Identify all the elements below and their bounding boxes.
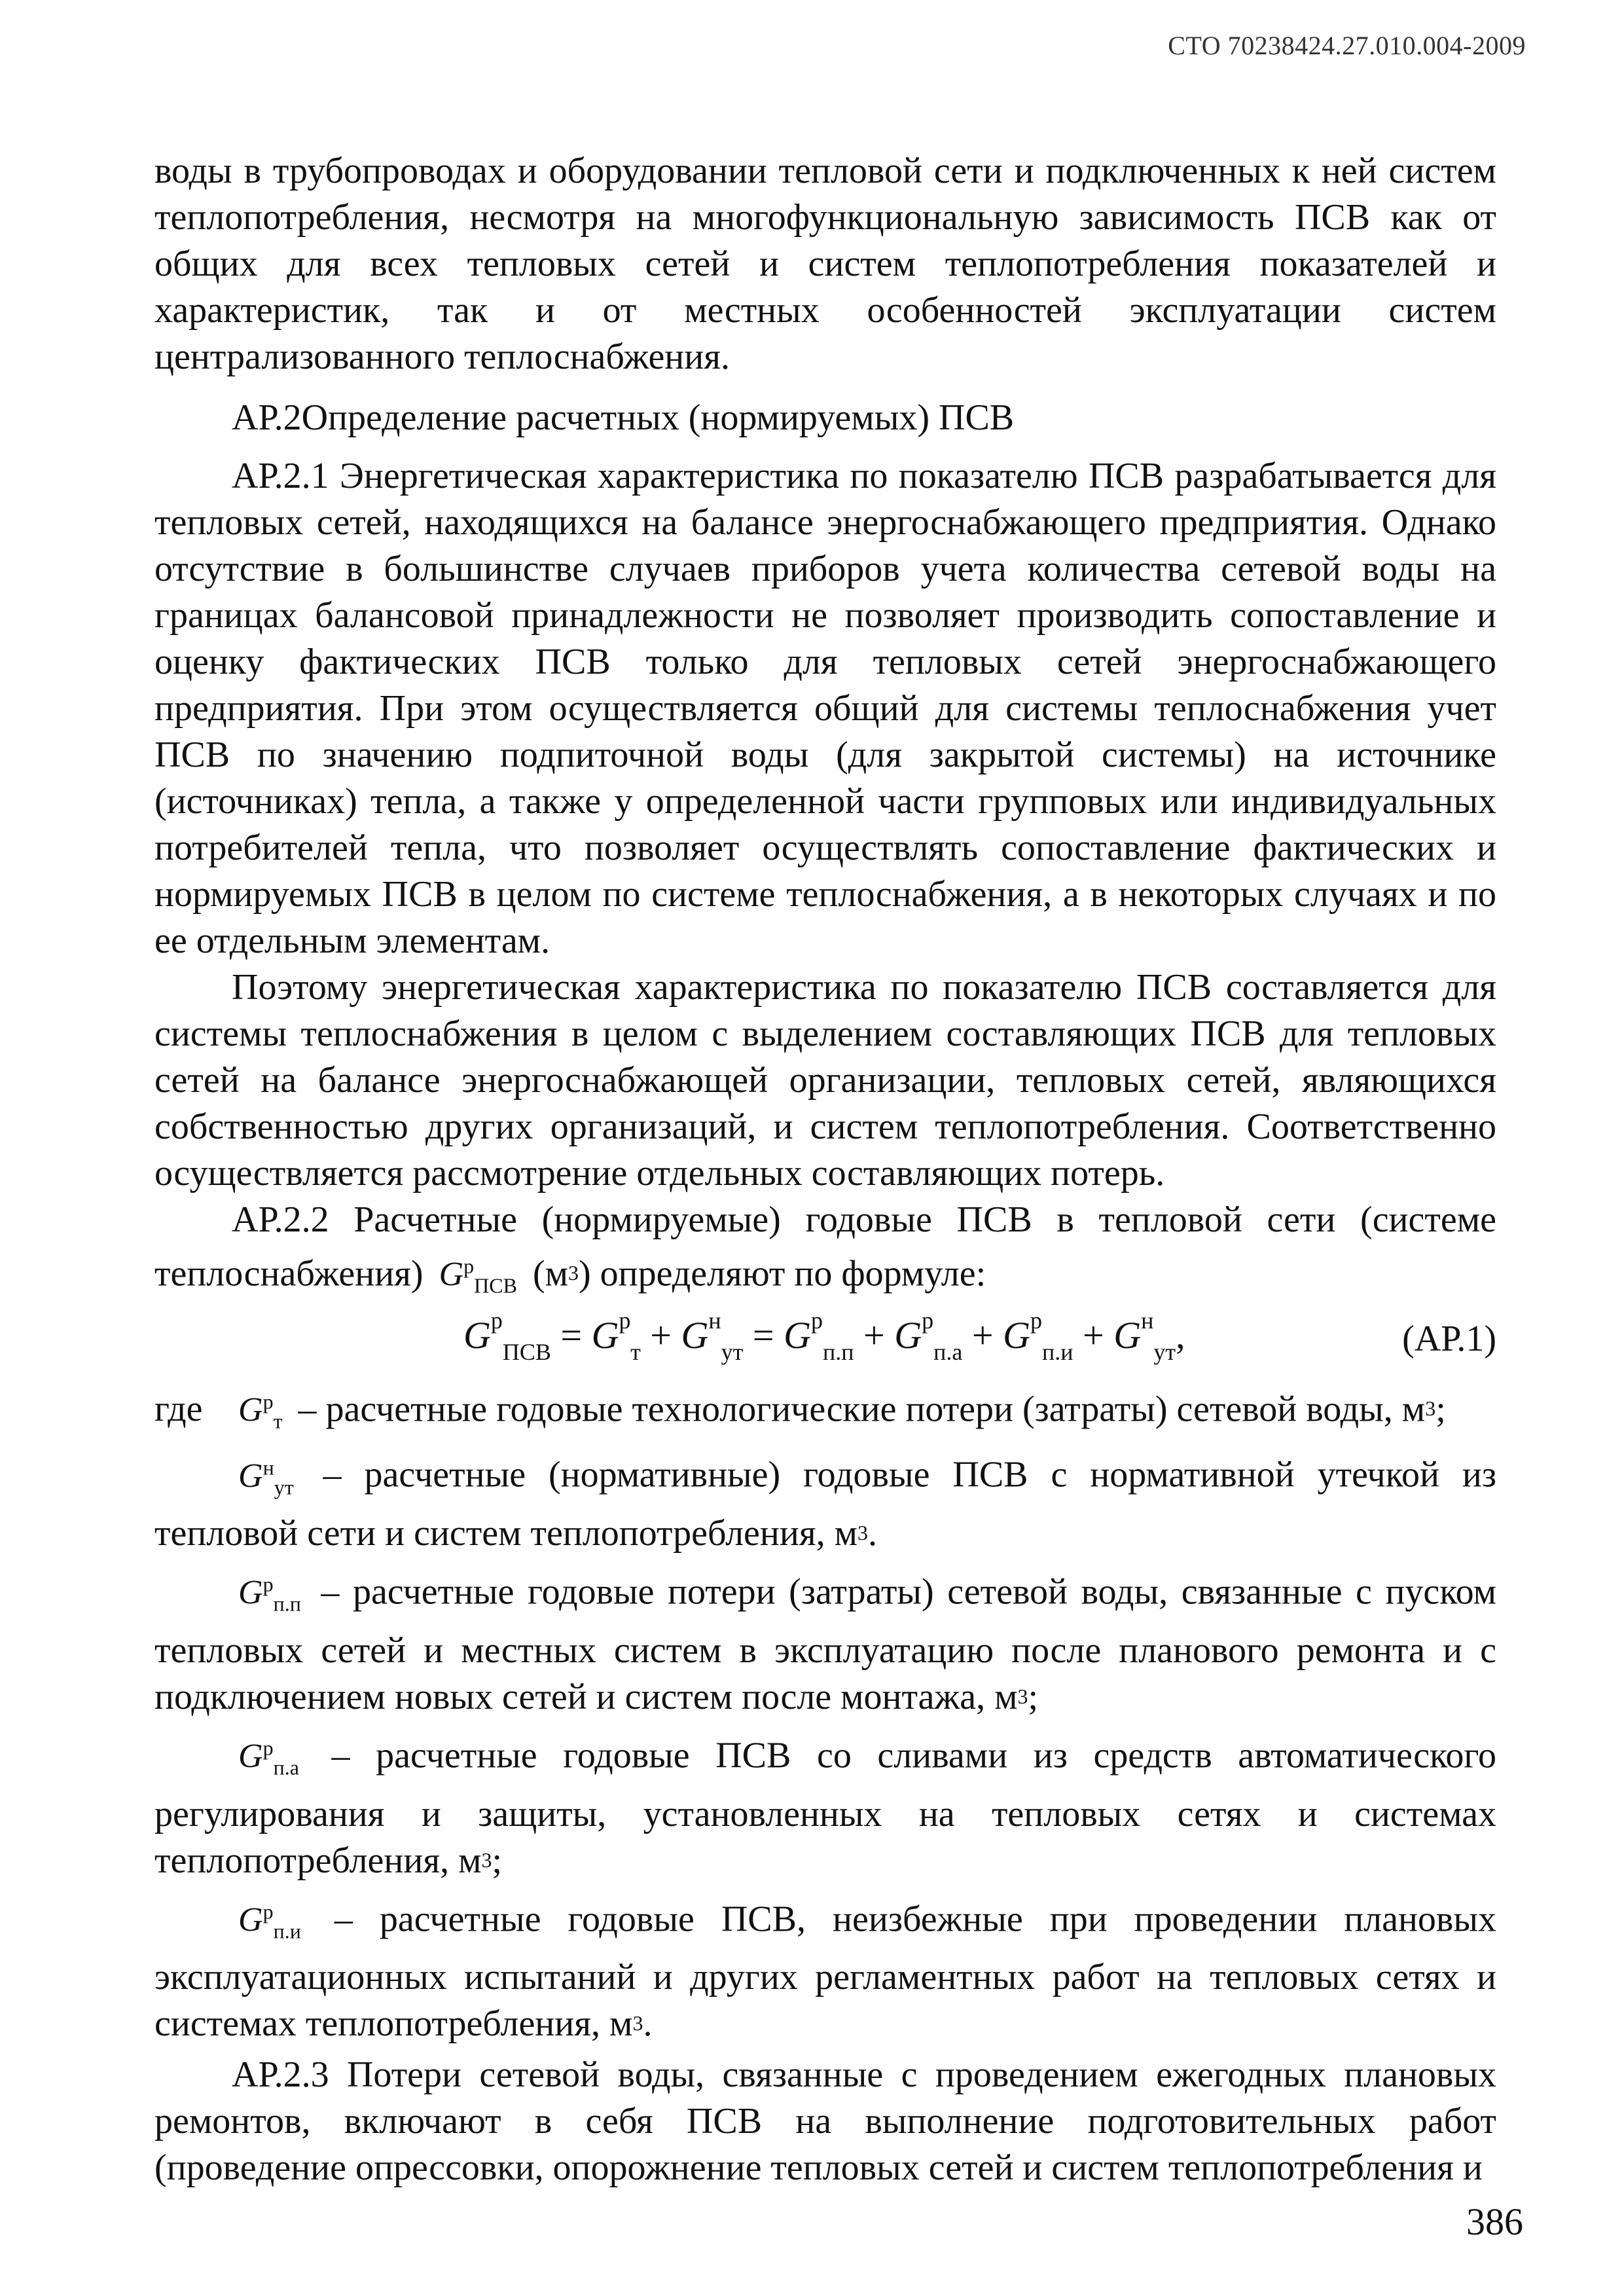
- formula-number: (АР.1): [1402, 1318, 1496, 1359]
- symbol-g-pp: $G^р_{п.п}$: [238, 1573, 301, 1616]
- symbol-g-psv: $G^р_{ПСВ}$: [439, 1254, 517, 1298]
- body-text: [154, 148, 1496, 2191]
- paragraph-ap-2-3: АР.2.3 Потери сетевой воды, связанные с проведением ежегодных плановых ремонтов, включают в себя ПСВ на выполнение подготовительных работ (проведение опрессовки, опорожнение тепловых сетей и систем теплопотребления и: [154, 2054, 1496, 2189]
- document-code-header: СТО 70238424.27.010.004-2009: [1168, 31, 1526, 60]
- paragraph-ap-2-2: АР.2.2 Расчетные (нормируемые) годовые ПСВ в тепловой сети (системе теплоснабжения) $G^р_{ПСВ}$ $(м^3)$ определяют по формуле:: [154, 1199, 1496, 1298]
- symbol-g-pa: $G^р_{п.а}$: [238, 1736, 299, 1779]
- definition-g-ut: $G^н_{ут}$ – расчетные (нормативные) годовые ПСВ с нормативной утечкой из тепловой сети и систем теплопотребления, $м^3$.: [154, 1454, 1496, 1554]
- paragraph-ap-2-1: АР.2.1 Энергетическая характеристика по показателю ПСВ разрабатывается для тепловых сетей, находящихся на балансе энергоснабжающего предприятия. Однако отсутствие в большинстве случаев приборов учета количества сетевой воды на границах балансовой принадлежности не позволяет производить сопоставление и оценку фактических ПСВ только для тепловых сетей энергоснабжающего предприятия. При этом осуществляется общий для системы теплоснабжения учет ПСВ по значению подпиточной воды (для закрытой системы) на источнике (источниках) тепла, а также у определенной части групповых или индивидуальных потребителей тепла, что позволяет осуществлять сопоставление фактических и нормируемых ПСВ в целом по системе теплоснабжения, а в некоторых случаях и по ее отдельным элементам.: [154, 456, 1496, 961]
- page-number: 386: [1466, 2200, 1523, 2243]
- paragraph-energy-characteristic: Поэтому энергетическая характеристика по показателю ПСВ составляется для системы теплоснабжения в целом с выделением составляющих ПСВ для тепловых сетей на балансе энергоснабжающей организации, тепловых сетей, являющихся собственностью других организаций, и систем теплопотребления. Соответственно осуществляется рассмотрение отдельных составляющих потерь.: [154, 967, 1496, 1194]
- symbol-g-pi: $G^р_{п.и}$: [238, 1899, 301, 1943]
- symbol-g-t: $G^р_т$: [238, 1389, 283, 1433]
- formula-ap-1: [154, 1307, 1496, 1375]
- ap-2-2-text: АР.2.2 Расчетные (нормируемые) годовые ПСВ в тепловой сети (системе теплоснабжения): [154, 1199, 1496, 1294]
- formula-expression: $G^р_{ПСВ} = G^р_т + G^н_{ут} = G^р_{п.п} + G^р_{п.а} + G^р_{п.и} + G^н_{ут}$,: [463, 1307, 1185, 1365]
- symbol-g-ut: $G^н_{ут}$: [238, 1455, 294, 1499]
- section-heading: АР.2Определение расчетных (нормируемых) ПСВ: [232, 397, 1015, 438]
- definition-g-pp: $G^р_{п.п}$ – расчетные годовые потери (затраты) сетевой воды, связанные с пуском тепловых сетей и местных систем в эксплуатацию после планового ремонта и с подключением новых сетей и систем после монтажа, $м^3$;: [154, 1571, 1497, 1717]
- definition-g-pi: $G^р_{п.и}$ – расчетные годовые ПСВ, неизбежные при проведении плановых эксплуатационных испытаний и других регламентных работ на тепловых сетях и системах теплопотребления, $м^3$.: [154, 1898, 1497, 2045]
- definition-g-pa: $G^р_{п.а}$ – расчетные годовые ПСВ со сливами из средств автоматического регулирования и защиты, установленных на тепловых сетях и системах теплопотребления, $м^3$;: [154, 1735, 1496, 1881]
- paragraph-continued: воды в трубопроводах и оборудовании тепловой сети и подключенных к ней систем теплопотребления, несмотря на многофункциональную зависимость ПСВ как от общих для всех тепловых сетей и систем теплопотребления показателей и характеристик, так и от местных особенностей эксплуатации систем централизованного теплоснабжения.: [154, 151, 1496, 377]
- definition-g-t: где $G^р_т$ – расчетные годовые технологические потери (затраты) сетевой воды, $м^3$;: [154, 1389, 1446, 1433]
